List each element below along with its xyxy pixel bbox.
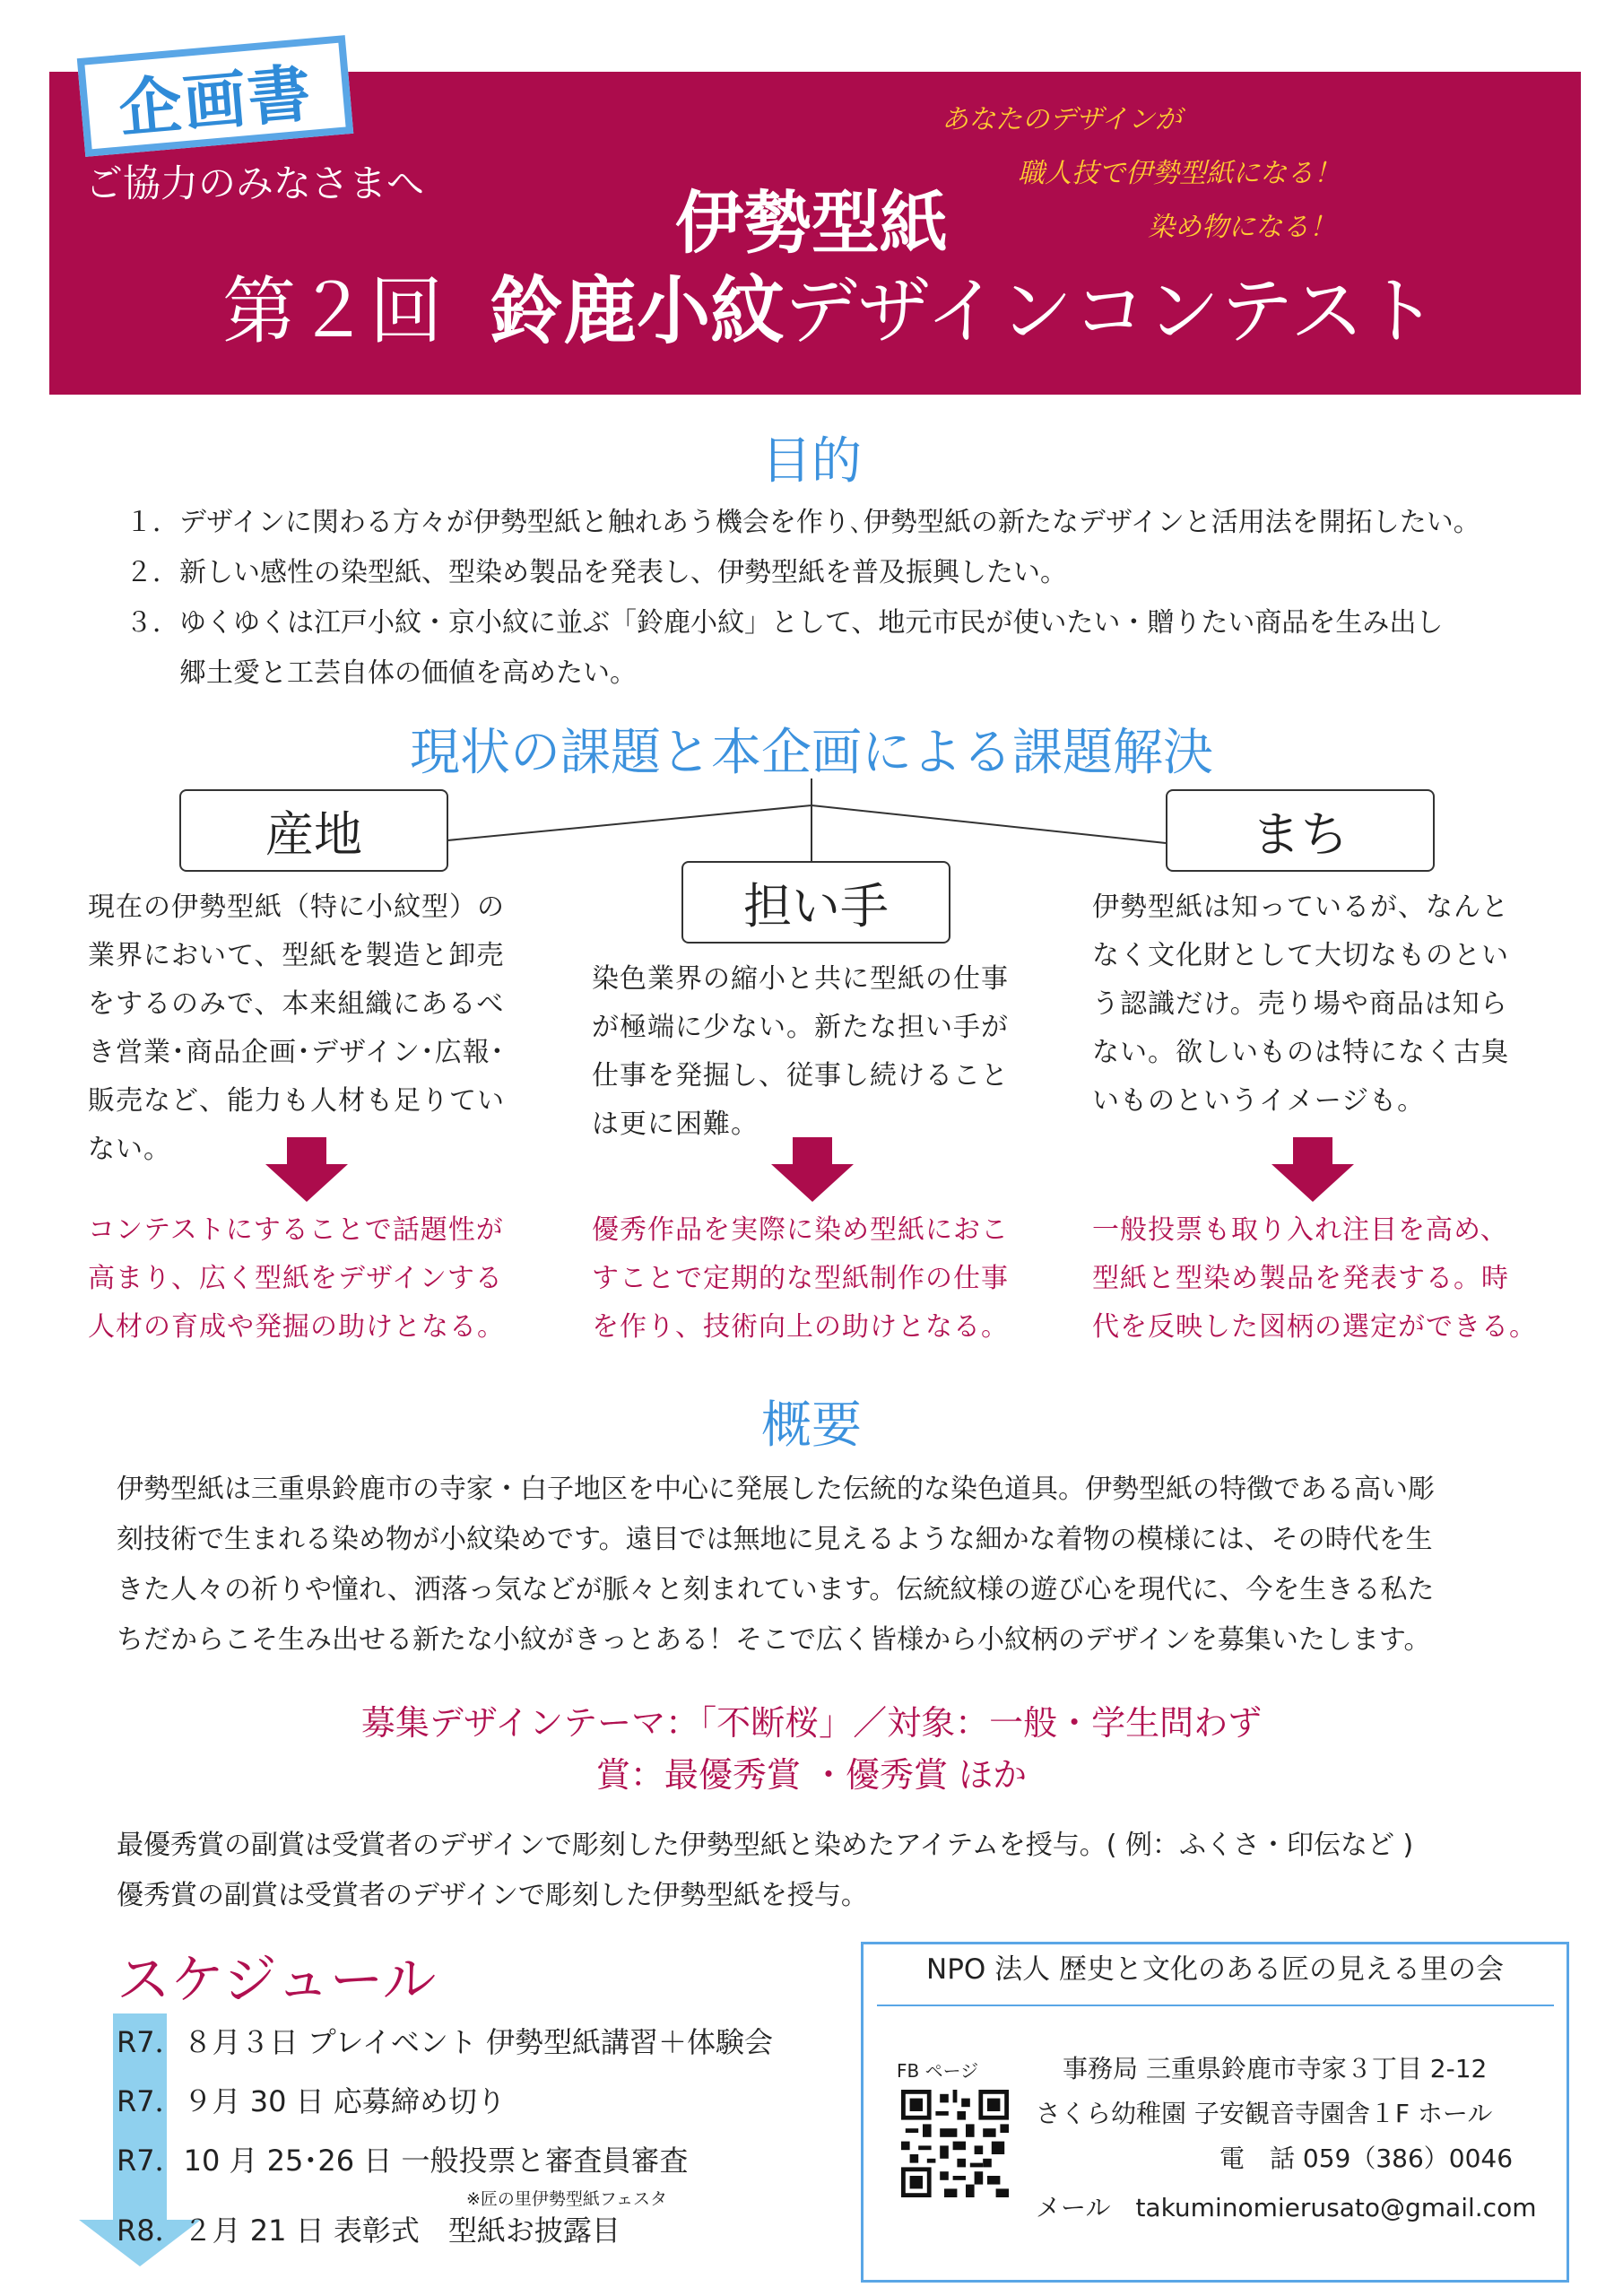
schedule-item: R7．10 月 25･26 日 一般投票と審査員審査 [117, 2144, 689, 2178]
text-line: 代を反映した図柄の選定ができる。 [1092, 1311, 1537, 1343]
text-line: 人材の育成や発掘の助けとなる。 [88, 1311, 505, 1343]
text-line: う認識だけ。売り場や商品は知ら [1092, 988, 1508, 1020]
greeting: ご協力のみなさまへ [85, 161, 425, 205]
text-line: 伊勢型紙は知っているが、なんと [1092, 891, 1509, 923]
down-arrow-icon [265, 1137, 348, 1202]
office-address: 事務局 三重県鈴鹿市寺家３丁目 2-12 [1063, 2054, 1488, 2083]
tagline-2: 職人技で伊勢型紙になる！ [1018, 158, 1341, 189]
text-line: ない。欲しいものは特になく古臭 [1092, 1037, 1509, 1068]
text-line: すことで定期的な型紙制作の仕事 [592, 1263, 1009, 1294]
contest-title [222, 253, 1437, 358]
label-workers: 担い手 [681, 861, 950, 944]
issues-heading: 現状の課題と本企画による課題解決 [410, 724, 1213, 782]
text-line: を作り、技術向上の助けとなる。 [592, 1311, 1009, 1343]
schedule-heading: スケジュール [117, 1949, 437, 2012]
text-line: 型紙と型染め製品を発表する。時 [1092, 1263, 1509, 1294]
npo-name: NPO 法人 歴史と文化のある匠の見える里の会 [926, 1953, 1504, 1986]
overview-line: 刻技術で生まれる染め物が小紋染めです。遠目では無地に見えるような細かな着物の模様には、その時代を生 [117, 1524, 1433, 1555]
schedule-item: R7．９月 30 日 応募締め切り [117, 2084, 506, 2118]
contest-name: 鈴鹿小紋 [490, 269, 785, 354]
label-region: 産地 [179, 789, 448, 872]
problem-workers [592, 955, 1058, 1149]
solution-region [88, 1206, 572, 1352]
prize-note: 最優秀賞の副賞は受賞者のデザインで彫刻した伊勢型紙と染めたアイテムを授与。( 例：ふくさ・印伝など ) [117, 1830, 1414, 1861]
overview-line: 伊勢型紙は三重県鈴鹿市の寺家・白子地区を中心に発展した伝統的な染色道具。伊勢型紙の特徴である高い彫 [117, 1474, 1435, 1505]
main-title: 伊勢型紙 [675, 183, 948, 263]
purpose-item: ２．新しい感性の染型紙、型染め製品を発表し、伊勢型紙を普及振興したい。 [126, 557, 1067, 588]
text-line: 現在の伊勢型紙（特に小紋型）の [88, 891, 505, 923]
text-line: ない。 [88, 1134, 171, 1165]
down-arrow-icon [1271, 1137, 1354, 1202]
solution-town [1092, 1206, 1594, 1352]
design-theme: 募集デザインテーマ：「不断桜」／対象：一般・学生問わず [360, 1703, 1263, 1743]
overview-line: きた人々の祈りや憧れ、洒落っ気などが脈々と刻まれています。伝統紋様の遊び心を現代に、今を生きる私た [117, 1574, 1435, 1605]
text-line: コンテストにすることで話題性が [88, 1214, 504, 1246]
text-line: なく文化財として大切なものとい [1092, 940, 1509, 971]
text-line: 高まり、広く型紙をデザインする [88, 1263, 503, 1294]
text-line: は更に困難。 [592, 1109, 759, 1140]
text-line: 販売など、能力も人材も足りてい [88, 1085, 505, 1117]
text-line: いものというイメージも。 [1092, 1085, 1426, 1117]
building: さくら幼稚園 子安観音寺園舎１F ホール [1036, 2099, 1493, 2128]
text-line: 一般投票も取り入れ注目を高め、 [1092, 1214, 1508, 1246]
prizes: 賞：最優秀賞 ・優秀賞 ほか [595, 1755, 1028, 1795]
proposal-badge: 企画書 [77, 35, 353, 157]
qr-code-icon[interactable] [901, 2090, 1009, 2197]
overview-heading: 概要 [761, 1396, 862, 1455]
email[interactable]: メール takuminomierusato@gmail.com [1036, 2193, 1537, 2222]
tagline-3: 染め物になる！ [1148, 212, 1336, 243]
prize-note: 優秀賞の副賞は受賞者のデザインで彫刻した伊勢型紙を授与。 [117, 1880, 868, 1911]
problem-region [88, 883, 554, 1174]
text-line: をするのみで、本来組織にあるべ [88, 988, 505, 1020]
overview-line: ちだからこそ生み出せる新たな小紋がきっとある！そこで広く皆様から小紋柄のデザインを募集いたします。 [117, 1624, 1431, 1656]
contest-prefix: 第２回 [222, 269, 444, 354]
text-line: 仕事を発掘し、従事し続けること [592, 1060, 1009, 1091]
purpose-heading: 目的 [761, 432, 862, 491]
purpose-item: 郷土愛と工芸自体の価値を高めたい。 [126, 657, 637, 689]
purpose-item: １．デザインに関わる方々が伊勢型紙と触れあう機会を作り､伊勢型紙の新たなデザインと活用法を開拓したい。 [126, 507, 1480, 538]
text-line: 業界において、型紙を製造と卸売 [88, 940, 505, 971]
contest-suffix: デザインコンテスト [784, 269, 1438, 354]
schedule-item: R8．２月 21 日 表彰式 型紙お披露目 [117, 2213, 621, 2248]
fb-label: FB ページ [897, 2060, 979, 2082]
schedule-item: R7．８月３日 プレイベント 伊勢型紙講習＋体験会 [117, 2025, 774, 2059]
text-line: 染色業界の縮小と共に型紙の仕事 [592, 963, 1009, 995]
phone: 電 話 059（386）0046 [1219, 2144, 1514, 2173]
text-line: き営業･商品企画･デザイン･広報･ [88, 1037, 505, 1068]
label-town: まち [1166, 789, 1435, 872]
text-line: が極端に少ない。新たな担い手が [592, 1012, 1009, 1043]
divider [877, 2005, 1554, 2006]
tagline-1: あなたのデザインが [942, 104, 1182, 135]
purpose-item: ３．ゆくゆくは江戸小紋・京小紋に並ぶ「鈴鹿小紋」として、地元市民が使いたい・贈りたい商品を生み出し [126, 607, 1444, 639]
down-arrow-icon [771, 1137, 854, 1202]
schedule-note: ※匠の里伊勢型紙フェスタ [466, 2189, 667, 2209]
problem-town [1092, 883, 1576, 1126]
solution-workers [592, 1206, 1076, 1352]
text-line: 優秀作品を実際に染め型紙におこ [592, 1214, 1009, 1246]
